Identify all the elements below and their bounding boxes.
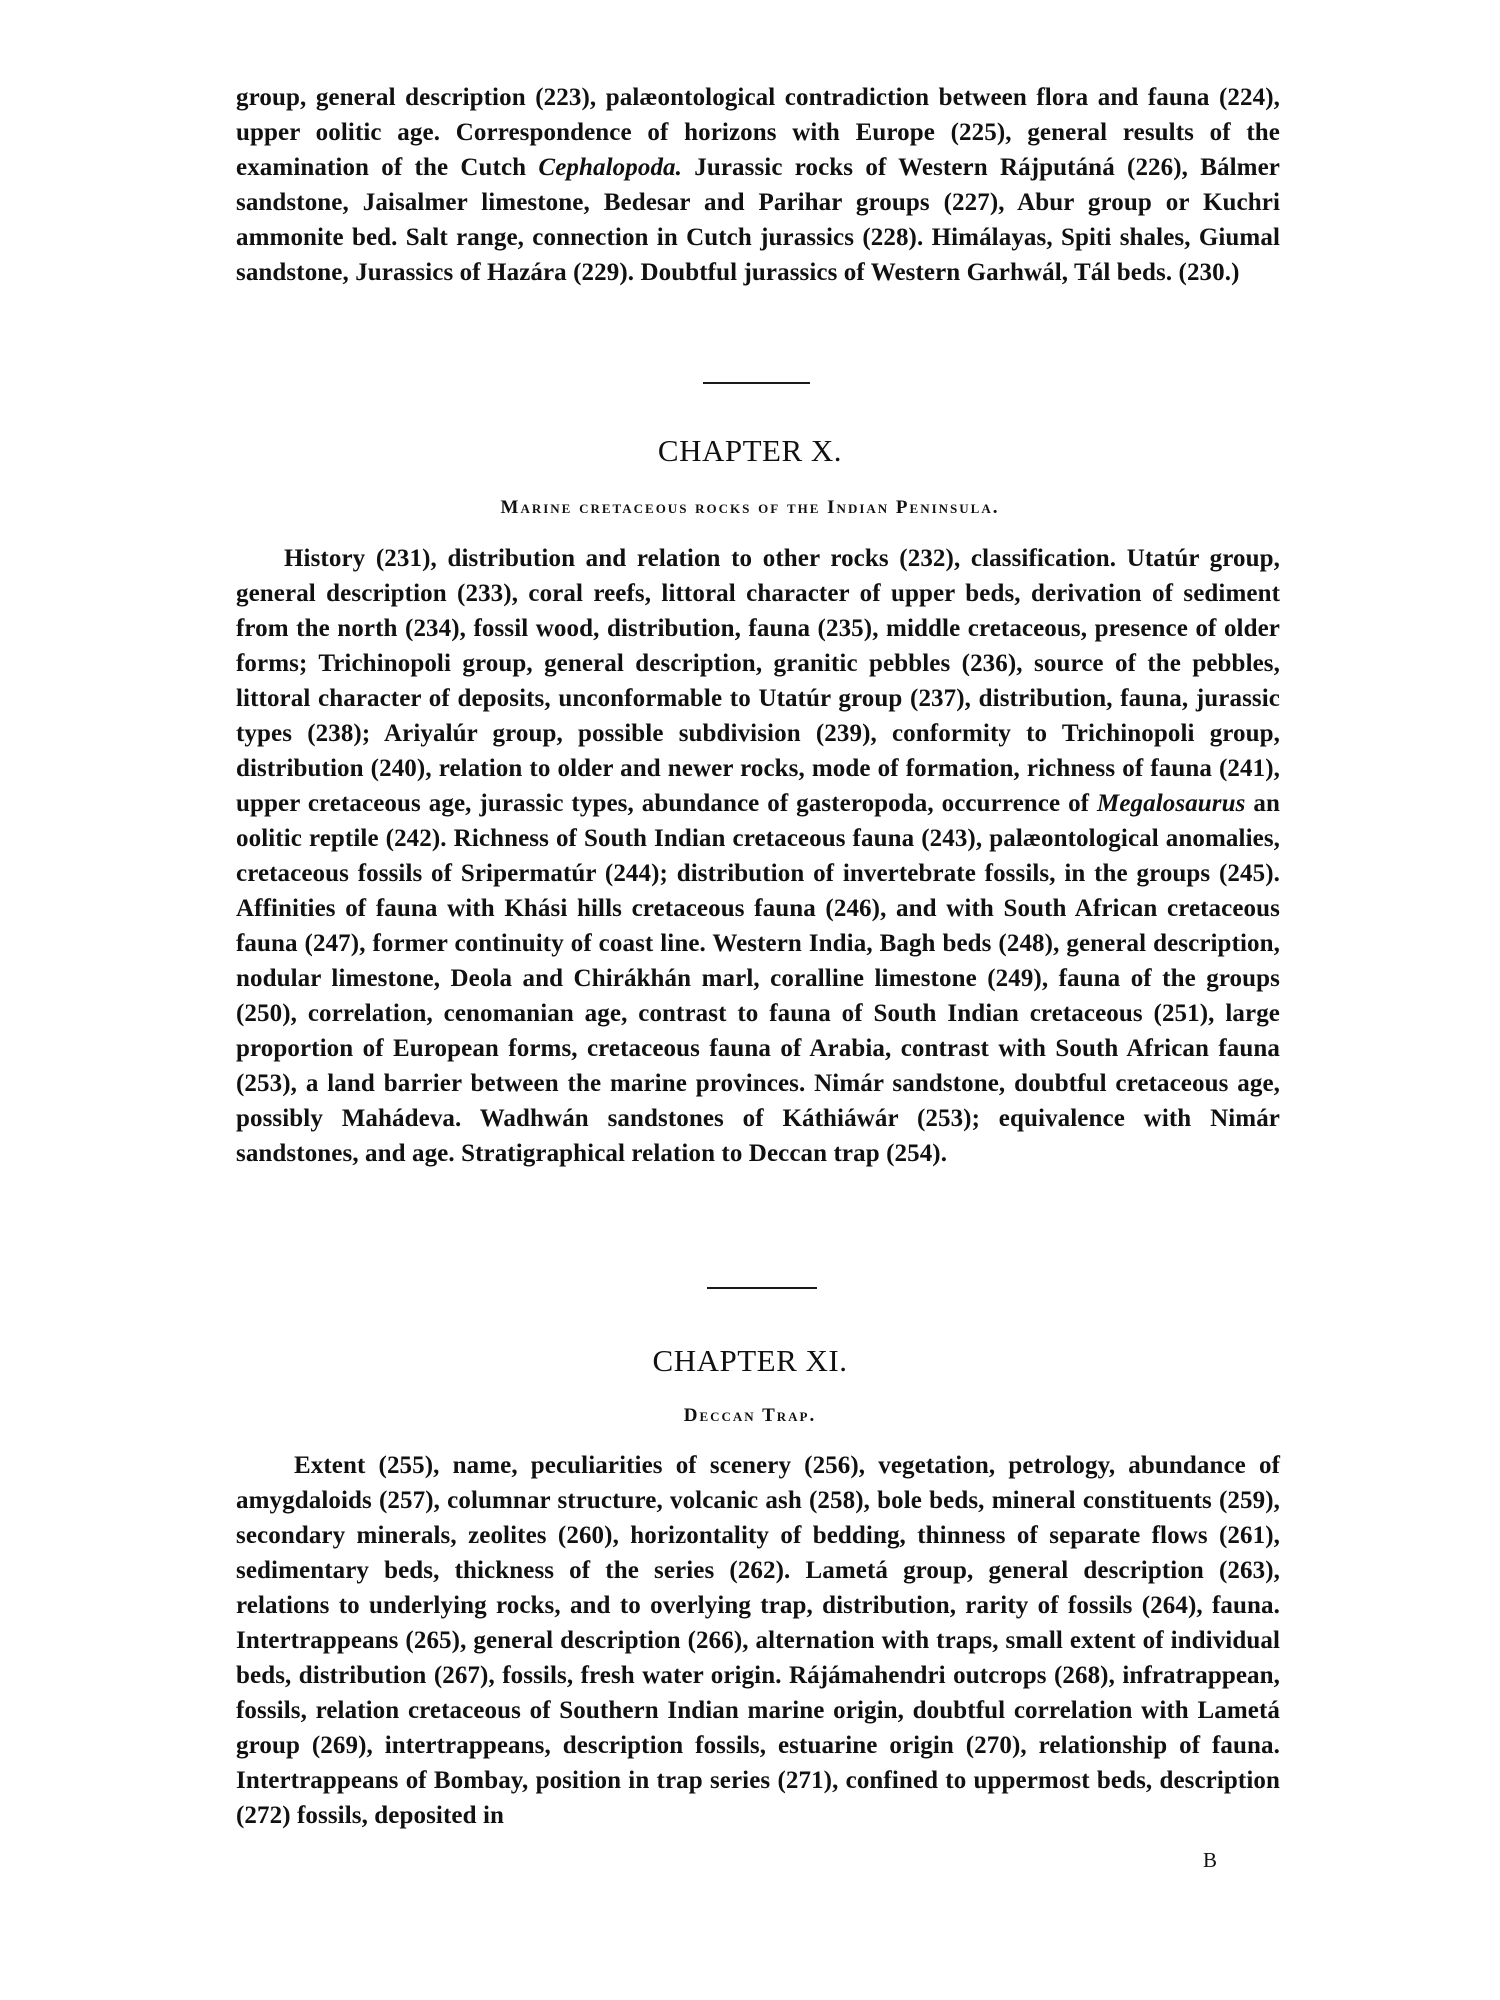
text-segment: Extent (255), name, peculiarities of scenery (256), vegetation, petrology, abundance of amygdaloids (257), columnar structure, volcanic ash (258), bole beds, mineral constituents (259), secondary minerals, zeolites (260), horizontality of bedding, thinness of separate flows (261), sedimentary beds, thickness of the series (262). Lametá group, general description (263), relations to underlying rocks, and to overlying trap, distribution, rarity of fossils (264), fauna. Intertrappeans (265), general description (266), alternation with traps, small extent of individual beds, distribution (267), fossils, fresh water origin. Rájámahendri outcrops (268), infratrappean, fossils, relation cretaceous of Southern Indian marine origin, doubtful correlation with Lametá group (269), intertrappeans, description fossils, estuarine origin (270), relationship of fauna. Intertrappeans of Bombay, position in trap series (271), confined to uppermost beds, description (272) fossils, deposited in (236, 1452, 1280, 1829)
page-signature-mark: B (1203, 1848, 1218, 1872)
text-segment: History (231), distribution and relation to other rocks (232), classification. Utatúr group, general description (233), coral reefs, littoral character of upper beds, derivation of sediment from the north (234), fossil wood, distribution, fauna (235), middle cretaceous, presence of older forms; Trichinopoli group, general description, granitic pebbles (236), source of the pebbles, littoral character of deposits, unconformable to Utatúr group (237), distribution, fauna, jurassic types (238); Ariyalúr group, possible subdivision (239), conformity to Trichinopoli group, distribution (240), relation to older and newer rocks, mode of formation, richness of fauna (241), upper cretaceous age, jurassic types, abundance of gasteropoda, occurrence of (236, 545, 1280, 817)
text-segment: an oolitic reptile (242). Richness of South Indian cretaceous fauna (243), palæontological anomalies, cretaceous fossils of Sripermatúr (244); distribution of invertebrate fossils, in the groups (245). Affinities of fauna with Khási hills cretaceous fauna (246), and with South African cretaceous fauna (247), former continuity of coast line. Western India, Bagh beds (248), general description, nodular limestone, Deola and Chirákhán marl, coralline limestone (249), fauna of the groups (250), correlation, cenomanian age, contrast to fauna of South Indian cretaceous (251), large proportion of European forms, cretaceous fauna of Arabia, contrast with South African fauna (253), a land barrier between the marine provinces. Nimár sandstone, doubtful cretaceous age, possibly Mahádeva. Wadhwán sandstones of Káthiáwár (253); equivalence with Nimár sandstones, and age. Stratigraphical relation to Deccan trap (254). (236, 790, 1280, 1167)
italic-term-megalosaurus: Megalosaurus (1097, 790, 1246, 817)
text-segment: group, general description (223), palæontological contradiction between flora and fauna (224), upper oolitic age. Correspondence of horizons with Europe (225), general results of the examination of the Cutch (236, 84, 1280, 181)
text-segment: Jurassic rocks of Western Rájputáná (226), Bálmer sandstone, Jaisalmer limestone, Bedesar and Parihar groups (227), Abur group or Kuchri ammonite bed. Salt range, connection in Cutch jurassics (228). Himálayas, Spiti shales, Giumal sandstone, Jurassics of Hazára (229). Doubtful jurassics of Western Garhwál, Tál beds. (230.) (236, 154, 1280, 286)
section-divider (707, 1287, 817, 1289)
chapter-10-subtitle: Marine cretaceous rocks of the Indian Peninsula. (500, 497, 1000, 518)
italic-term-cephalopoda: Cephalopoda. (538, 154, 682, 181)
chapter-11-subtitle: Deccan Trap. (683, 1405, 817, 1426)
chapter-11-contents-paragraph (236, 1448, 1280, 1833)
contents-paragraph-ch9-continued (236, 80, 1280, 290)
chapter-11-heading: CHAPTER XI. (652, 1343, 848, 1378)
chapter-10-contents-paragraph (236, 541, 1280, 1171)
section-divider (703, 382, 810, 384)
chapter-10-heading: CHAPTER X. (657, 433, 843, 468)
